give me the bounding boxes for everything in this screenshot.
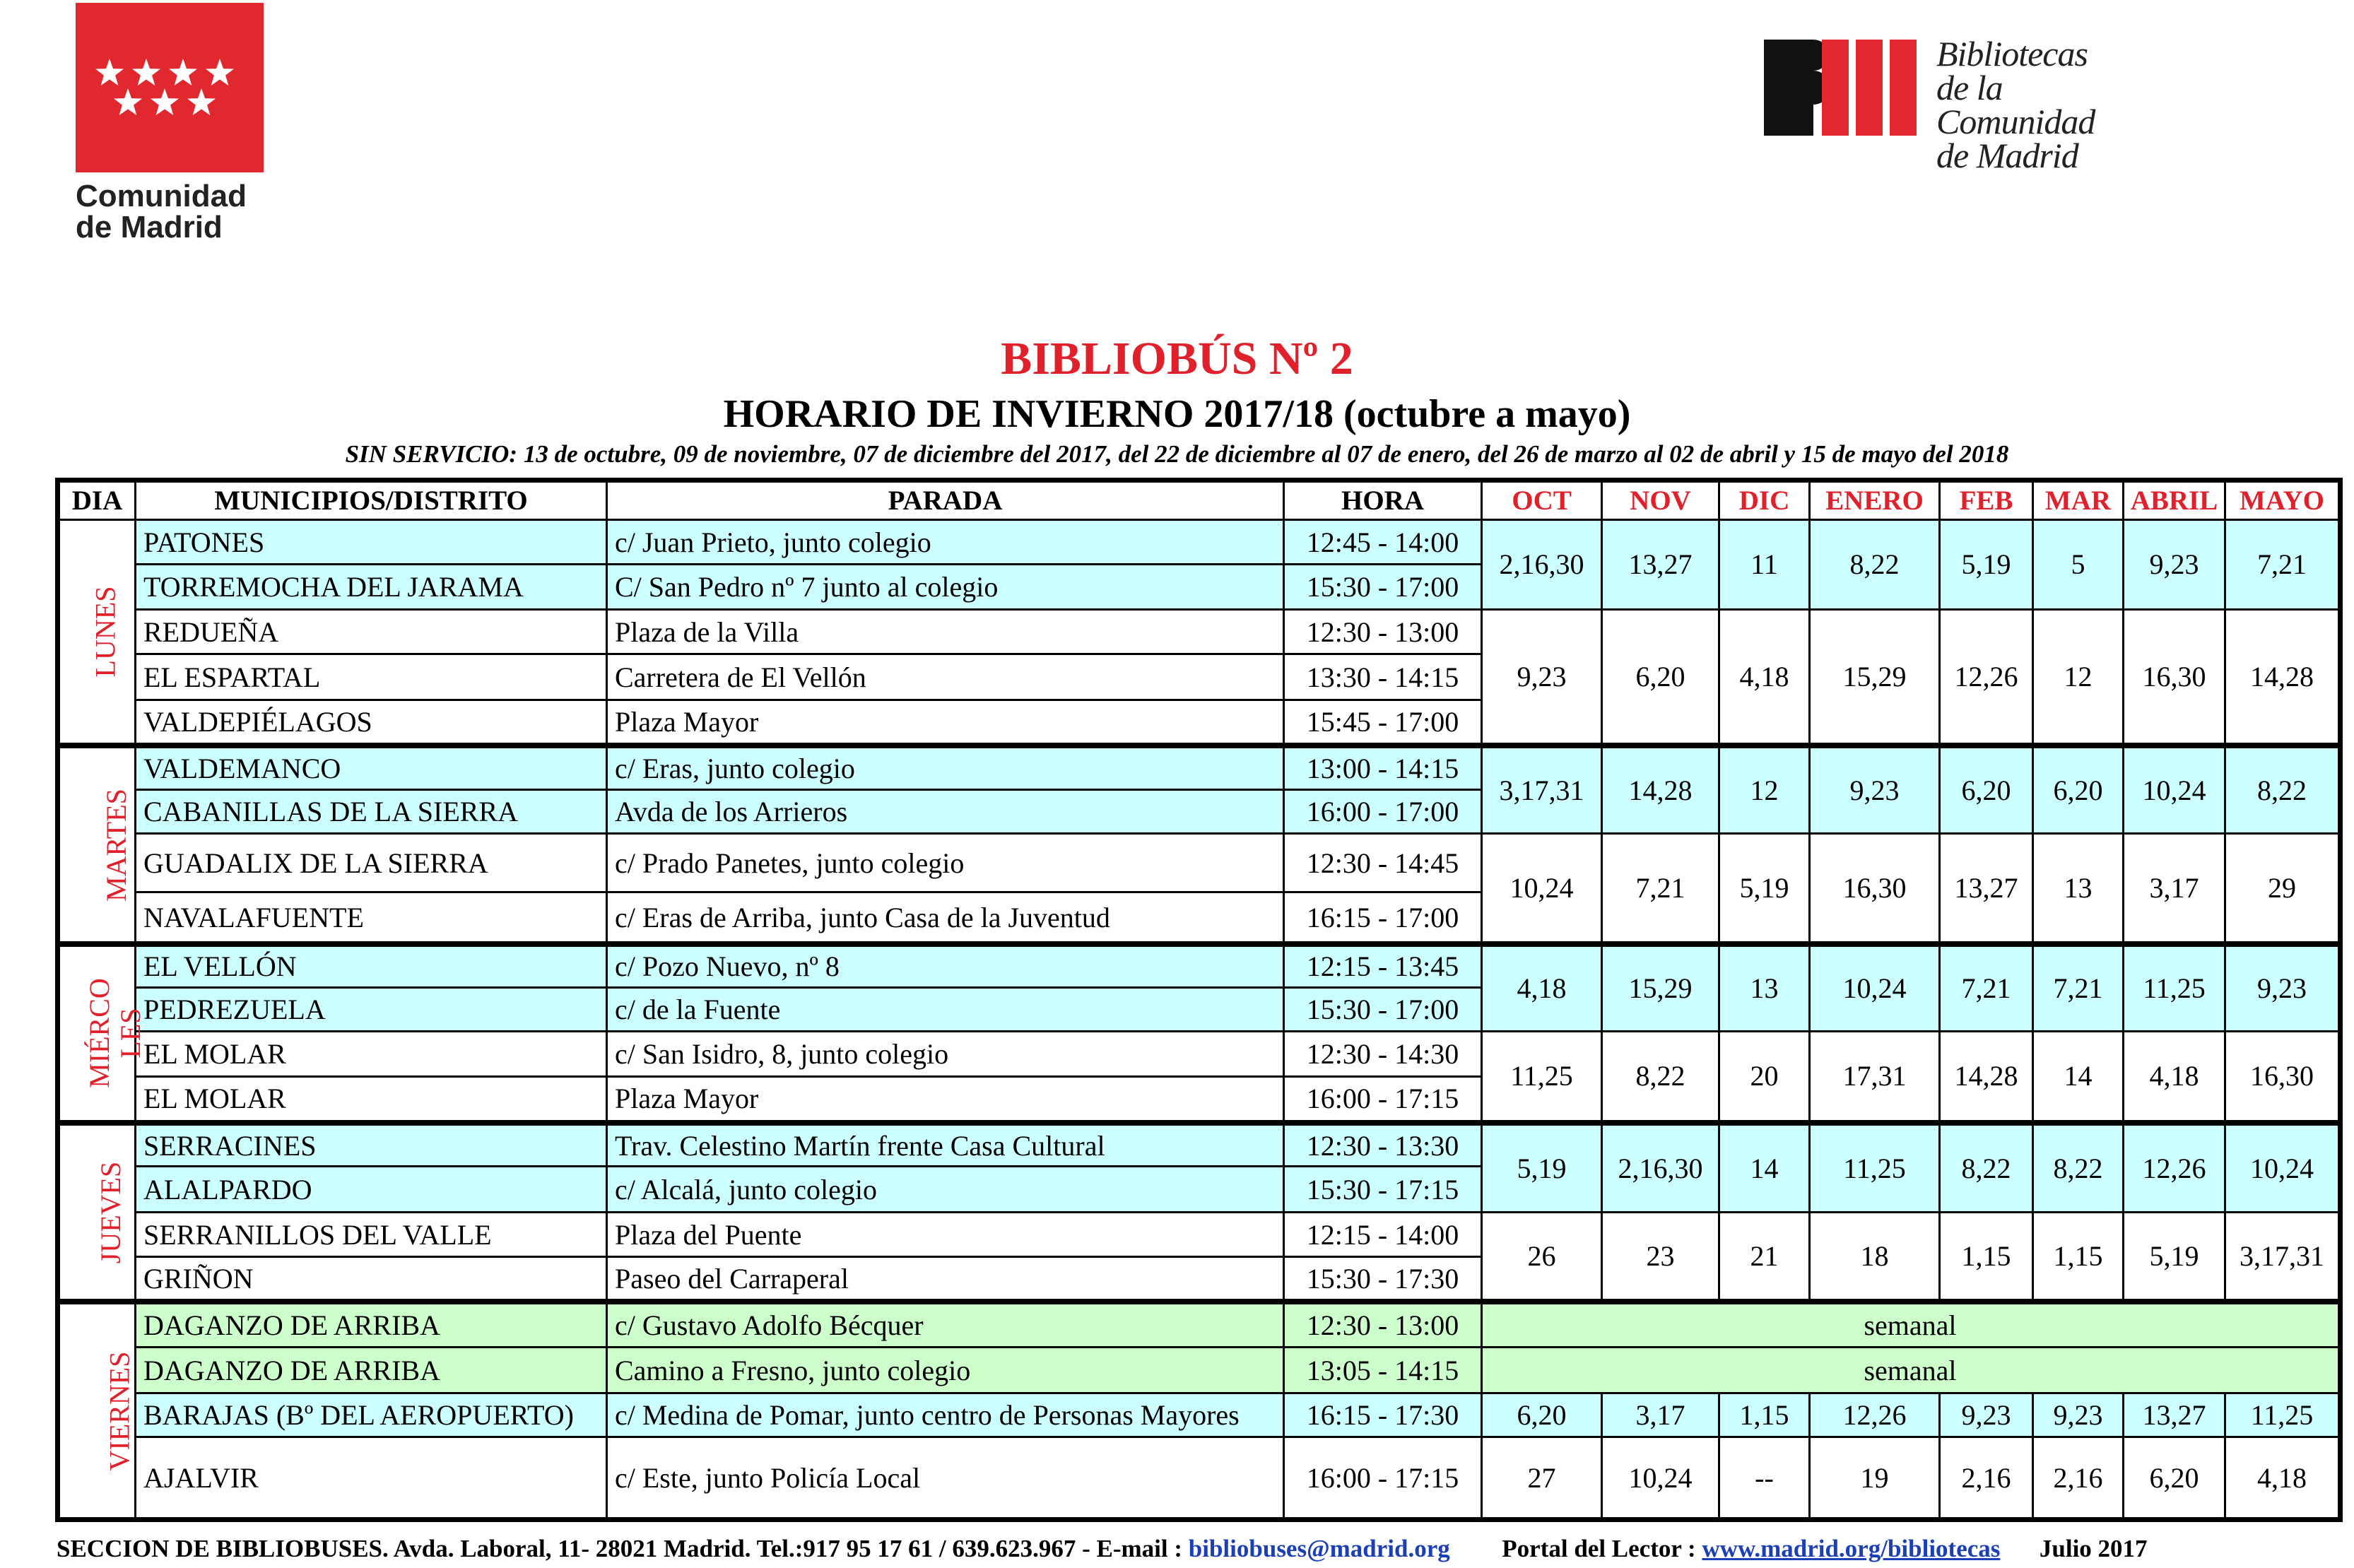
date-cell: 11,25 — [1810, 1123, 1940, 1213]
table-row — [58, 1123, 2341, 1167]
parada-cell: c/ Alcalá, junto colegio — [607, 1167, 1284, 1213]
date-cell: 1,15 — [1719, 1393, 1810, 1437]
date-cell: 5,19 — [1940, 520, 2033, 610]
parada-cell: Camino a Fresno, junto colegio — [607, 1348, 1284, 1393]
date-cell: 8,22 — [1940, 1123, 2033, 1213]
date-cell: 9,23 — [1940, 1393, 2033, 1437]
table-row — [58, 1032, 2341, 1076]
municipio-cell: SERRANILLOS DEL VALLE — [136, 1212, 607, 1256]
header-month: MAYO — [2225, 481, 2341, 520]
date-cell: 5 — [2033, 520, 2124, 610]
date-cell: 9,23 — [2225, 944, 2341, 1032]
date-cell: 11,25 — [1482, 1032, 1602, 1123]
municipio-cell: REDUEÑA — [136, 609, 607, 654]
date-cell: 21 — [1719, 1212, 1810, 1302]
table-row — [58, 1437, 2341, 1520]
parada-cell: Carretera de El Vellón — [607, 654, 1284, 700]
date-cell: 9,23 — [1810, 745, 1940, 834]
date-cell: 17,31 — [1810, 1032, 1940, 1123]
date-cell: 23 — [1602, 1212, 1719, 1302]
date-cell: 6,20 — [1602, 609, 1719, 745]
parada-cell: c/ de la Fuente — [607, 987, 1284, 1031]
header-month: NOV — [1602, 481, 1719, 520]
date-cell: 16,30 — [2225, 1032, 2341, 1123]
date-cell: 10,24 — [1602, 1437, 1719, 1520]
header-month: ENERO — [1810, 481, 1940, 520]
date-cell: 15,29 — [1602, 944, 1719, 1032]
date-cell: 9,23 — [2124, 520, 2225, 610]
date-cell: 6,20 — [2124, 1437, 2225, 1520]
schedule-table — [55, 478, 2343, 1522]
date-cell: 2,16,30 — [1602, 1123, 1719, 1213]
date-cell: 7,21 — [1602, 834, 1719, 944]
date-cell: 13 — [1719, 944, 1810, 1032]
parada-cell: Avda de los Arrieros — [607, 789, 1284, 833]
parada-cell: c/ Eras, junto colegio — [607, 745, 1284, 789]
day-label-lunes: LUNES — [58, 520, 136, 745]
date-cell: 13,27 — [1602, 520, 1719, 610]
municipio-cell: PEDREZUELA — [136, 987, 607, 1031]
date-cell: 15,29 — [1810, 609, 1940, 745]
parada-cell: Plaza Mayor — [607, 700, 1284, 745]
table-row — [58, 1212, 2341, 1256]
parada-cell: Trav. Celestino Martín frente Casa Cultural — [607, 1123, 1284, 1167]
date-cell: 5,19 — [1719, 834, 1810, 944]
star-icon — [187, 88, 216, 115]
date-cell: 8,22 — [2033, 1123, 2124, 1213]
date-cell: 4,18 — [2124, 1032, 2225, 1123]
municipio-cell: VALDEPIÉLAGOS — [136, 700, 607, 745]
sin-servicio-note: SIN SERVICIO: 13 de octubre, 09 de noviembre, 07 de diciembre del 2017, del 22 de diciembre al 07 de enero, del 26 de marzo al 02 de abril y 15 de mayo del 2018 — [345, 440, 2009, 468]
hora-cell: 12:30 - 14:30 — [1284, 1032, 1482, 1076]
date-cell: 3,17 — [1602, 1393, 1719, 1437]
date-cell: 3,17,31 — [1482, 745, 1602, 834]
star-icon — [151, 88, 179, 115]
date-cell: 10,24 — [1482, 834, 1602, 944]
date-cell: 10,24 — [2124, 745, 2225, 834]
header-month: FEB — [1940, 481, 2033, 520]
hora-cell: 15:45 - 17:00 — [1284, 700, 1482, 745]
footer-address: SECCION DE BIBLIOBUSES. Avda. Laboral, 11- 28021 Madrid. Tel.:917 95 17 61 / 639.623.967 - E-mail : — [57, 1535, 1189, 1562]
date-cell: 13,27 — [2124, 1393, 2225, 1437]
header-month: OCT — [1482, 481, 1602, 520]
footer-date: Julio 2017 — [2039, 1535, 2148, 1562]
table-row — [58, 609, 2341, 654]
table-row — [58, 1393, 2341, 1437]
hora-cell: 15:30 - 17:15 — [1284, 1167, 1482, 1213]
date-cell: 12 — [1719, 745, 1810, 834]
hora-cell: 15:30 - 17:30 — [1284, 1257, 1482, 1302]
hora-cell: 16:00 - 17:00 — [1284, 789, 1482, 833]
hora-cell: 12:30 - 13:00 — [1284, 609, 1482, 654]
date-cell: 12,26 — [2124, 1123, 2225, 1213]
star-icon — [169, 59, 197, 86]
date-cell: 6,20 — [1482, 1393, 1602, 1437]
hora-cell: 13:30 - 14:15 — [1284, 654, 1482, 700]
date-cell: 11 — [1719, 520, 1810, 610]
parada-cell: Paseo del Carraperal — [607, 1257, 1284, 1302]
hora-cell: 13:00 - 14:15 — [1284, 745, 1482, 789]
day-label-miercoles: MIÉRCO LES — [58, 944, 136, 1123]
municipio-cell: CABANILLAS DE LA SIERRA — [136, 789, 607, 833]
table-row — [58, 1302, 2341, 1348]
hora-cell: 12:15 - 14:00 — [1284, 1212, 1482, 1256]
municipio-cell: NAVALAFUENTE — [136, 892, 607, 944]
date-cell: 27 — [1482, 1437, 1602, 1520]
table-row — [58, 834, 2341, 892]
hora-cell: 12:30 - 13:00 — [1284, 1302, 1482, 1348]
hora-cell: 15:30 - 17:00 — [1284, 987, 1482, 1031]
bibliotecas-logo — [1764, 34, 2160, 175]
date-cell: 1,15 — [1940, 1212, 2033, 1302]
date-cell: 1,15 — [2033, 1212, 2124, 1302]
header-parada: PARADA — [607, 481, 1284, 520]
hora-cell: 16:15 - 17:30 — [1284, 1393, 1482, 1437]
date-cell: 14,28 — [2225, 609, 2341, 745]
table-row — [58, 944, 2341, 987]
date-cell: 16,30 — [1810, 834, 1940, 944]
date-cell: 12,26 — [1940, 609, 2033, 745]
date-cell: 13,27 — [1940, 834, 2033, 944]
municipio-cell: EL VELLÓN — [136, 944, 607, 987]
date-cell: 2,16,30 — [1482, 520, 1602, 610]
hora-cell: 15:30 - 17:00 — [1284, 565, 1482, 609]
footer-email-link[interactable]: bibliobuses@madrid.org — [1188, 1535, 1450, 1562]
parada-cell: Plaza Mayor — [607, 1076, 1284, 1123]
day-label-martes: MARTES — [58, 745, 136, 944]
semanal-cell: semanal — [1482, 1302, 2341, 1348]
municipio-cell: EL MOLAR — [136, 1032, 607, 1076]
municipio-cell: EL MOLAR — [136, 1076, 607, 1123]
table-header-row — [58, 481, 2341, 520]
date-cell: 4,18 — [1482, 944, 1602, 1032]
parada-cell: Plaza de la Villa — [607, 609, 1284, 654]
parada-cell: c/ Este, junto Policía Local — [607, 1437, 1284, 1520]
hora-cell: 16:00 - 17:15 — [1284, 1076, 1482, 1123]
logo-bibliotecas-line2: de la Comunidad — [1936, 68, 2095, 141]
date-cell: 19 — [1810, 1437, 1940, 1520]
logo-bibliotecas-line1: Bibliotecas — [1936, 34, 2088, 73]
hora-cell: 16:15 - 17:00 — [1284, 892, 1482, 944]
parada-cell: c/ San Isidro, 8, junto colegio — [607, 1032, 1284, 1076]
date-cell: 9,23 — [2033, 1393, 2124, 1437]
parada-cell: c/ Juan Prieto, junto colegio — [607, 520, 1284, 565]
date-cell: -- — [1719, 1437, 1810, 1520]
hora-cell: 12:15 - 13:45 — [1284, 944, 1482, 987]
footer — [57, 1535, 2340, 1563]
municipio-cell: AJALVIR — [136, 1437, 607, 1520]
date-cell: 8,22 — [1810, 520, 1940, 610]
date-cell: 14,28 — [1602, 745, 1719, 834]
municipio-cell: DAGANZO DE ARRIBA — [136, 1348, 607, 1393]
municipio-cell: DAGANZO DE ARRIBA — [136, 1302, 607, 1348]
date-cell: 3,17 — [2124, 834, 2225, 944]
parada-cell: c/ Pozo Nuevo, nº 8 — [607, 944, 1284, 987]
table-row — [58, 1348, 2341, 1393]
footer-portal-link[interactable]: www.madrid.org/bibliotecas — [1702, 1535, 2001, 1562]
star-icon — [132, 59, 160, 86]
date-cell: 7,21 — [1940, 944, 2033, 1032]
date-cell: 29 — [2225, 834, 2341, 944]
logo-comunidad-line1: Comunidad — [76, 179, 247, 213]
madrid-flag-stars-icon — [76, 3, 264, 172]
date-cell: 4,18 — [2225, 1437, 2341, 1520]
header-municipios: MUNICIPIOS/DISTRITO — [136, 481, 607, 520]
parada-cell: c/ Eras de Arriba, junto Casa de la Juventud — [607, 892, 1284, 944]
date-cell: 12,26 — [1810, 1393, 1940, 1437]
hora-cell: 12:45 - 14:00 — [1284, 520, 1482, 565]
date-cell: 4,18 — [1719, 609, 1810, 745]
hora-cell: 12:30 - 13:30 — [1284, 1123, 1482, 1167]
page-subtitle: HORARIO DE INVIERNO 2017/18 (octubre a mayo) — [723, 392, 1631, 436]
date-cell: 26 — [1482, 1212, 1602, 1302]
date-cell: 2,16 — [2033, 1437, 2124, 1520]
municipio-cell: BARAJAS (Bº DEL AEROPUERTO) — [136, 1393, 607, 1437]
header-month: DIC — [1719, 481, 1810, 520]
hora-cell: 16:00 - 17:15 — [1284, 1437, 1482, 1520]
logo-comunidad-line2: de Madrid — [76, 210, 223, 244]
date-cell: 11,25 — [2225, 1393, 2341, 1437]
bibliotecas-bars-icon — [1764, 35, 1926, 141]
date-cell: 18 — [1810, 1212, 1940, 1302]
date-cell: 2,16 — [1940, 1437, 2033, 1520]
municipio-cell: PATONES — [136, 520, 607, 565]
hora-cell: 12:30 - 14:45 — [1284, 834, 1482, 892]
date-cell: 13 — [2033, 834, 2124, 944]
date-cell: 14 — [1719, 1123, 1810, 1213]
date-cell: 8,22 — [2225, 745, 2341, 834]
date-cell: 16,30 — [2124, 609, 2225, 745]
header-dia: DIA — [58, 481, 136, 520]
date-cell: 9,23 — [1482, 609, 1602, 745]
table-row — [58, 745, 2341, 789]
header-month: MAR — [2033, 481, 2124, 520]
parada-cell: Plaza del Puente — [607, 1212, 1284, 1256]
municipio-cell: TORREMOCHA DEL JARAMA — [136, 565, 607, 609]
parada-cell: c/ Prado Panetes, junto colegio — [607, 834, 1284, 892]
date-cell: 7,21 — [2225, 520, 2341, 610]
day-label-jueves: JUEVES — [58, 1123, 136, 1302]
hora-cell: 13:05 - 14:15 — [1284, 1348, 1482, 1393]
header-hora: HORA — [1284, 481, 1482, 520]
date-cell: 5,19 — [1482, 1123, 1602, 1213]
parada-cell: c/ Medina de Pomar, junto centro de Personas Mayores — [607, 1393, 1284, 1437]
date-cell: 10,24 — [2225, 1123, 2341, 1213]
star-icon — [206, 59, 234, 86]
semanal-cell: semanal — [1482, 1348, 2341, 1393]
day-label-viernes: VIERNES — [58, 1302, 136, 1519]
municipio-cell: VALDEMANCO — [136, 745, 607, 789]
date-cell: 20 — [1719, 1032, 1810, 1123]
municipio-cell: EL ESPARTAL — [136, 654, 607, 700]
municipio-cell: SERRACINES — [136, 1123, 607, 1167]
date-cell: 3,17,31 — [2225, 1212, 2341, 1302]
parada-cell: C/ San Pedro nº 7 junto al colegio — [607, 565, 1284, 609]
date-cell: 10,24 — [1810, 944, 1940, 1032]
header-month: ABRIL — [2124, 481, 2225, 520]
municipio-cell: ALALPARDO — [136, 1167, 607, 1213]
star-icon — [95, 59, 124, 86]
star-icon — [114, 88, 142, 115]
municipio-cell: GUADALIX DE LA SIERRA — [136, 834, 607, 892]
date-cell: 6,20 — [2033, 745, 2124, 834]
date-cell: 5,19 — [2124, 1212, 2225, 1302]
date-cell: 14,28 — [1940, 1032, 2033, 1123]
date-cell: 12 — [2033, 609, 2124, 745]
footer-portal-label: Portal del Lector : — [1502, 1535, 1702, 1562]
comunidad-de-madrid-logo — [76, 3, 264, 243]
date-cell: 6,20 — [1940, 745, 2033, 834]
page-title: BIBLIOBÚS Nº 2 — [1001, 333, 1353, 384]
parada-cell: c/ Gustavo Adolfo Bécquer — [607, 1302, 1284, 1348]
date-cell: 11,25 — [2124, 944, 2225, 1032]
date-cell: 7,21 — [2033, 944, 2124, 1032]
table-row — [58, 520, 2341, 565]
municipio-cell: GRIÑON — [136, 1257, 607, 1302]
date-cell: 8,22 — [1602, 1032, 1719, 1123]
date-cell: 14 — [2033, 1032, 2124, 1123]
logo-bibliotecas-line3: de Madrid — [1936, 136, 2078, 175]
